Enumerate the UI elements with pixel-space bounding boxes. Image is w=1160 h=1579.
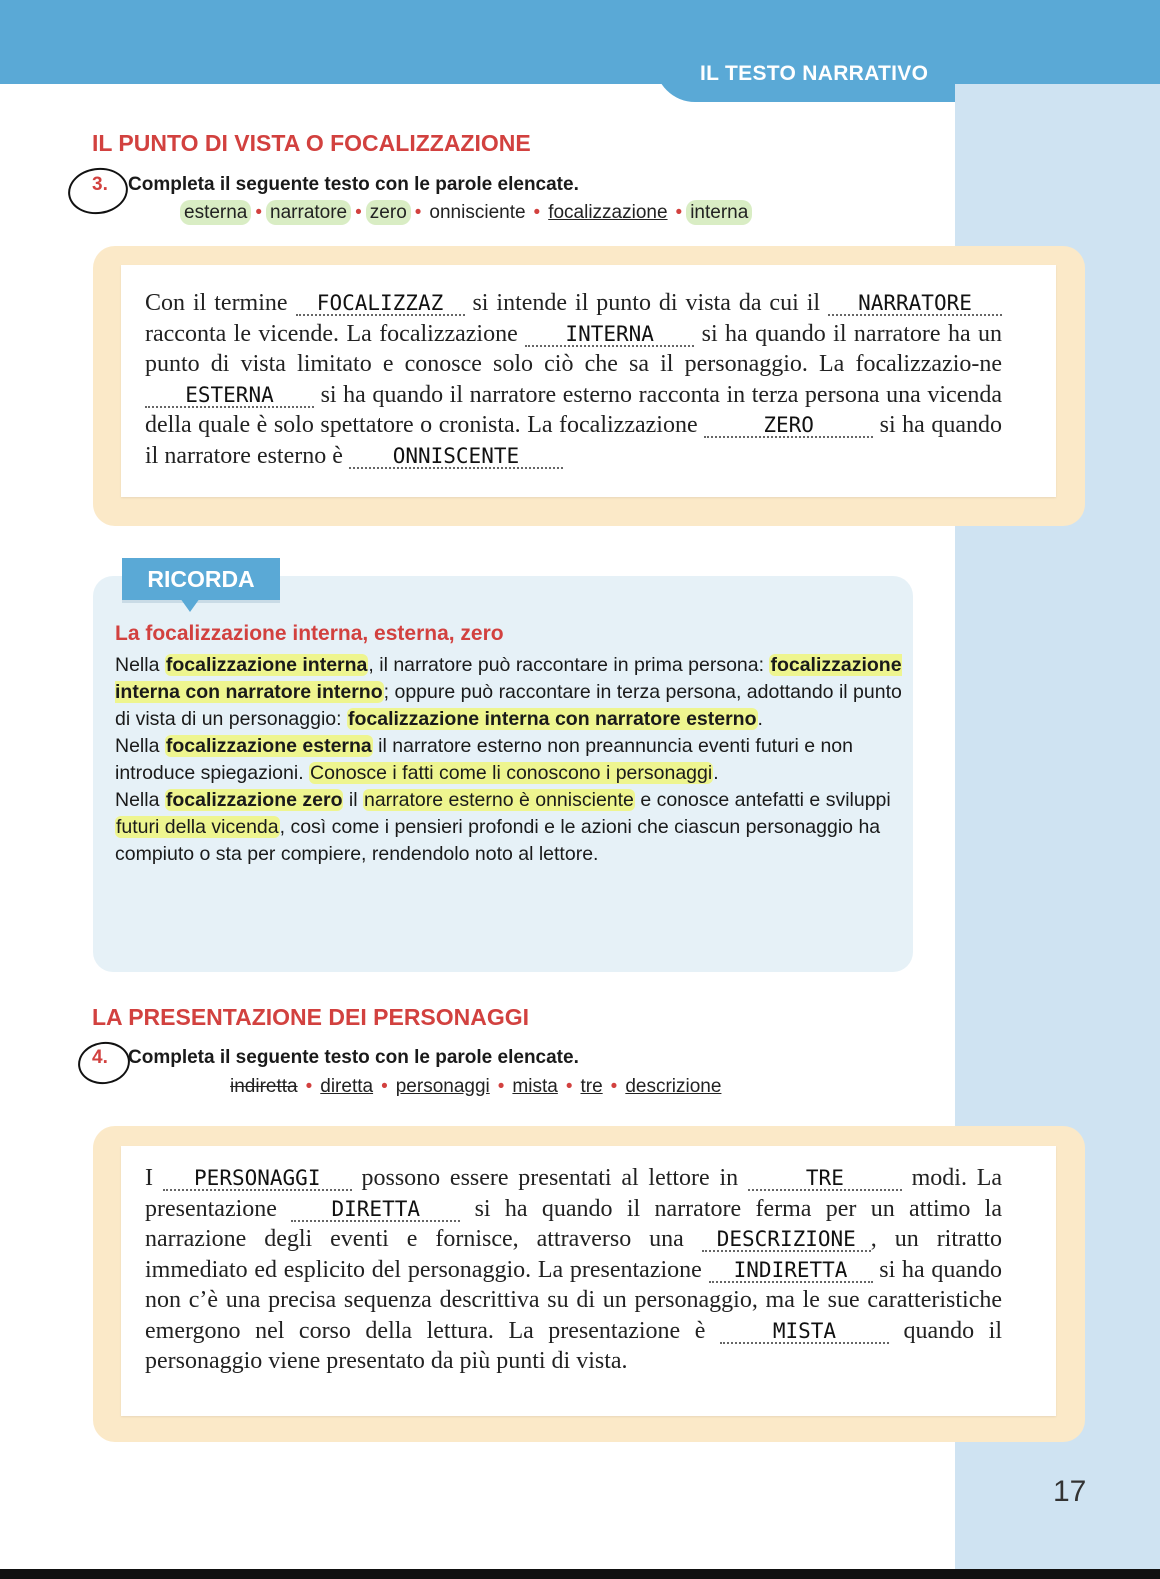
page-number: 17 — [1053, 1475, 1087, 1508]
word-item: tre — [580, 1076, 603, 1097]
exercise-number: 4. — [92, 1047, 108, 1068]
word-bank-2: indiretta • diretta • personaggi • mista • tre • descrizione — [226, 1076, 725, 1098]
word-item: descrizione — [625, 1076, 722, 1097]
exercise-number: 3. — [92, 174, 108, 195]
fill-in-text-2: I PERSONAGGI possono essere presentati al lettore in TRE modi. La presentazione DIRETTA si ha quando il narratore ferma per un attimo la narrazione degli eventi e fornisce, attraverso una DESCRIZIONE , un ritratto immediato ed esplicito del personaggio. La presentazione INDIRETTA si ha quando non c’è una precisa sequenza descrittiva su di un personaggio, ma le sue caratteristiche emergono nel corso della lettura. La presentazione è MISTA quando il personaggio viene presentato da più punti di vista. — [145, 1165, 1003, 1374]
word-item: zero — [366, 200, 411, 225]
word-item: mista — [512, 1076, 558, 1097]
ricorda-pointer — [180, 598, 200, 612]
answer-field[interactable]: ONNISCENTE — [349, 445, 563, 469]
section-title-focalizzazione: IL PUNTO DI VISTA O FOCALIZZAZIONE — [92, 130, 531, 156]
ricorda-tag: RICORDA — [122, 558, 280, 600]
ricorda-heading: La focalizzazione interna, esterna, zero — [115, 622, 504, 645]
answer-field[interactable]: ZERO — [704, 414, 873, 438]
answer-field[interactable]: MISTA — [720, 1320, 889, 1344]
answer-field[interactable]: PERSONAGGI — [163, 1167, 352, 1191]
word-item: diretta — [320, 1076, 374, 1097]
top-banner — [0, 0, 1160, 84]
ricorda-body — [115, 652, 905, 868]
ricorda-paragraph: Nella focalizzazione interna, il narratore può raccontare in prima persona: focalizzazione interna con narratore interno; oppure può raccontare in terza persona, adottando il punto di vista di un personaggio: focalizzazione interna con narratore esterno. — [115, 654, 902, 730]
answer-field[interactable]: FOCALIZZAZ — [296, 292, 465, 316]
answer-field[interactable]: TRE — [748, 1167, 902, 1191]
answer-field[interactable]: ESTERNA — [145, 384, 314, 408]
chapter-title: IL TESTO NARRATIVO — [700, 62, 929, 85]
answer-field[interactable]: INTERNA — [525, 323, 694, 347]
answer-field[interactable]: INDIRETTA — [709, 1259, 873, 1283]
answer-field[interactable]: DIRETTA — [291, 1198, 460, 1222]
word-item: onnisciente — [429, 202, 526, 223]
word-item: indiretta — [230, 1076, 298, 1097]
exercise-instruction: Completa il seguente testo con le parole elencate. — [128, 1047, 579, 1068]
word-item: esterna — [180, 200, 251, 225]
exercise-instruction: Completa il seguente testo con le parole elencate. — [128, 174, 579, 195]
word-item: narratore — [266, 200, 351, 225]
word-item: interna — [686, 200, 752, 225]
section-title-personaggi: LA PRESENTAZIONE DEI PERSONAGGI — [92, 1004, 530, 1030]
ricorda-paragraph: Nella focalizzazione zero il narratore esterno è onnisciente e conosce antefatti e sviluppi futuri della vicenda, così come i pensieri profondi e le azioni che ciascun personaggio ha compiuto o sta per compiere, rendendolo noto al lettore. — [115, 789, 891, 865]
word-item: personaggi — [395, 1076, 490, 1097]
word-bank-1: esterna • narratore • zero • onnisciente • focalizzazione • interna — [180, 202, 752, 224]
fill-in-text-1: Con il termine FOCALIZZAZ si intende il punto di vista da cui il NARRATORE racconta le vicende. La focalizzazione INTERNA si ha quando il narratore ha un punto di vista limitato e conosce solo ciò che sa il personaggio. La focalizzazio-ne ESTERNA si ha quando il narratore esterno racconta in terza persona una vicenda della quale è solo spettatore o cronista. La focalizzazione ZERO si ha quando il narratore esterno è ONNISCENTE — [145, 290, 1003, 469]
answer-field[interactable]: NARRATORE — [828, 292, 1002, 316]
bottom-edge — [0, 1569, 1160, 1579]
ricorda-paragraph: Nella focalizzazione esterna il narratore esterno non preannuncia eventi futuri e non introduce spiegazioni. Conosce i fatti come li conoscono i personaggi. — [115, 735, 853, 784]
word-item: focalizzazione — [548, 202, 668, 223]
answer-field[interactable]: DESCRIZIONE — [702, 1228, 871, 1252]
